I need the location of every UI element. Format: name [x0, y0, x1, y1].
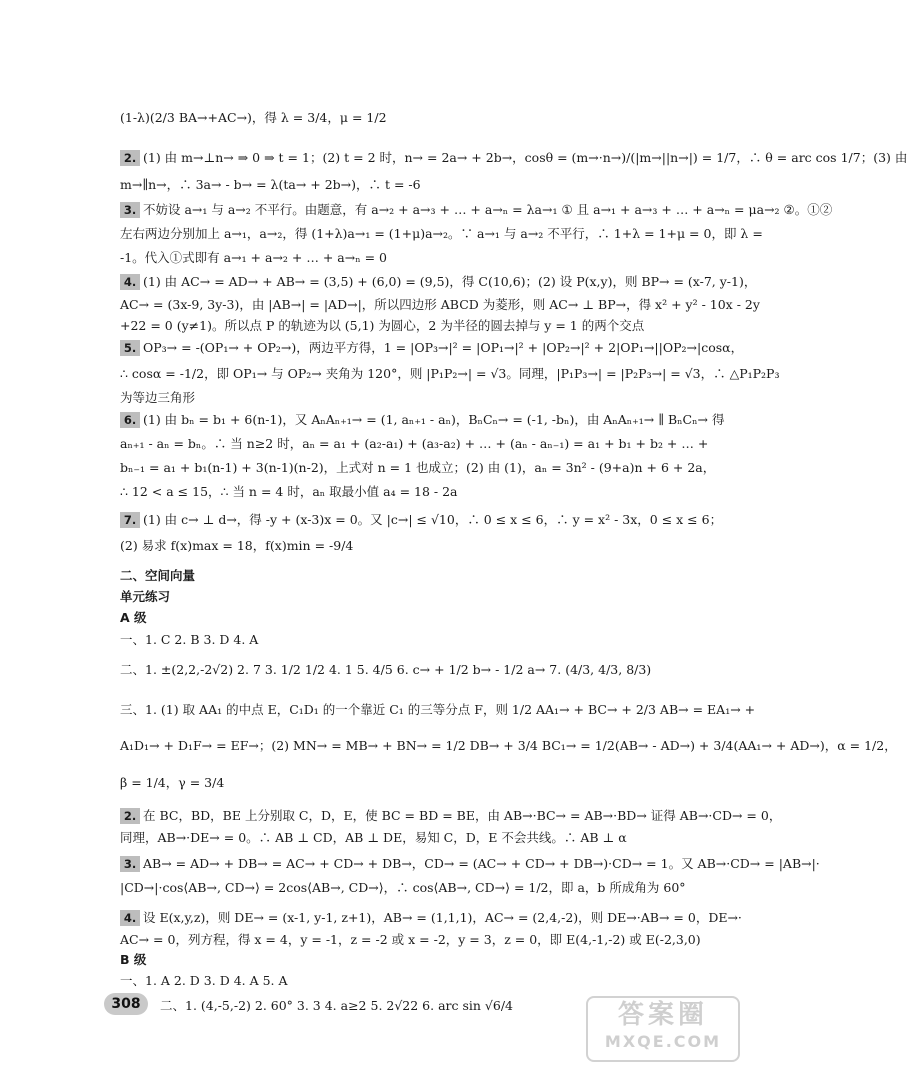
unit-title: 单元练习 — [120, 589, 171, 604]
item-number: 3. — [120, 856, 140, 872]
answer-line: +22 = 0 (y≠1)。所以点 P 的轨迹为以 (5,1) 为圆心，2 为半径的圆去掉与 y = 1 的两个交点 — [120, 318, 645, 333]
level-b-title: B 级 — [120, 952, 147, 967]
answer-line: 一、1. C 2. B 3. D 4. A — [120, 632, 259, 647]
section-title: 二、空间向量 — [120, 568, 196, 583]
item-number: 4. — [120, 274, 140, 290]
answer-line: -1。代入①式即有 a→₁ + a→₂ + … + a→ₙ = 0 — [120, 250, 387, 265]
answer-line: β = 1/4，γ = 3/4 — [120, 775, 225, 790]
answer-line: ∴ 12 < a ≤ 15，∴ 当 n = 4 时，aₙ 取最小值 a₄ = 18 - 2a — [120, 484, 458, 499]
answer-line: 5. OP₃→ = -(OP₁→ + OP₂→)，两边平方得，1 = |OP₃→|² = |OP₁→|² + |OP₂→|² + 2|OP₁→||OP₂→|cosα， — [120, 340, 710, 356]
answer-line: aₙ₊₁ - aₙ = bₙ。∴ 当 n≥2 时，aₙ = a₁ + (a₂-a₁) + (a₃-a₂) + … + (aₙ - aₙ₋₁) = a₁ + b₁ + b₂ + … + — [120, 436, 709, 451]
answer-line: 同理，AB→·DE→ = 0。∴ AB ⊥ CD，AB ⊥ DE，易知 C，D，E 不会共线。∴ AB ⊥ α — [120, 830, 627, 845]
answer-line: 二、1. (4,-5,-2) 2. 60° 3. 3 4. a≥2 5. 2√22 6. arc sin √6/4 — [160, 998, 514, 1013]
answer-line: 4. (1) 由 AC→ = AD→ + AB→ = (3,5) + (6,0) = (9,5)，得 C(10,6)；(2) 设 P(x,y)，则 BP→ = (x-7, y-1)， — [120, 274, 710, 290]
level-a-title: A 级 — [120, 610, 147, 625]
item-number: 3. — [120, 202, 140, 218]
item-number: 7. — [120, 512, 140, 528]
page-number: 308 — [104, 993, 148, 1015]
answer-line: 4. 设 E(x,y,z)，则 DE→ = (x-1, y-1, z+1)，AB→ = (1,1,1)，AC→ = (2,4,-2)，则 DE→·AB→ = 0，DE→· — [120, 910, 710, 926]
answer-line: 一、1. A 2. D 3. D 4. A 5. A — [120, 973, 288, 988]
answer-line: 二、1. ±(2,2,-2√2) 2. 7 3. 1/2 1/2 4. 1 5. 4/5 6. c→ + 1/2 b→ - 1/2 a→ 7. (4/3, 4/3, 8/3) — [120, 662, 652, 677]
answer-line: 左右两边分别加上 a→₁，a→₂，得 (1+λ)a→₁ = (1+μ)a→₂。∵ a→₁ 与 a→₂ 不平行，∴ 1+λ = 1+μ = 0，即 λ = — [120, 226, 763, 241]
answer-line: |CD→|·cos⟨AB→, CD→⟩ = 2cos⟨AB→, CD→⟩，∴ cos⟨AB→, CD→⟩ = 1/2，即 a，b 所成角为 60° — [120, 880, 686, 895]
answer-line: A₁D₁→ + D₁F→ = EF→；(2) MN→ = MB→ + BN→ = 1/2 DB→ + 3/4 BC₁→ = 1/2(AB→ - AD→) + 3/4(AA₁→ + AD→)，α = 1/2， — [120, 738, 897, 753]
answer-line: AC→ = 0，列方程，得 x = 4，y = -1，z = -2 或 x = -2，y = 3，z = 0，即 E(4,-1,-2) 或 E(-2,3,0) — [120, 932, 701, 947]
answer-line: (1-λ)(2/3 BA→+AC→)，得 λ = 3/4，μ = 1/2 — [120, 110, 387, 125]
answer-line: 3. 不妨设 a→₁ 与 a→₂ 不平行。由题意，有 a→₂ + a→₃ + … + a→ₙ = λa→₁ ① 且 a→₁ + a→₃ + … + a→ₙ = μa→₂ ②。①② — [120, 202, 710, 218]
watermark-url: MXQE.COM — [604, 1032, 722, 1051]
item-number: 2. — [120, 150, 140, 166]
watermark-text: 答案圈 — [617, 1000, 708, 1030]
answer-line: 2. 在 BC，BD，BE 上分别取 C，D，E，使 BC = BD = BE，由 AB→·BC→ = AB→·BD→ 证得 AB→·CD→ = 0， — [120, 808, 710, 824]
answer-line: 3. AB→ = AD→ + DB→ = AC→ + CD→ + DB→，CD→ = (AC→ + CD→ + DB→)·CD→ = 1。又 AB→·CD→ = |AB→|· — [120, 856, 710, 872]
answer-line: (2) 易求 f(x)max = 18，f(x)min = -9/4 — [120, 538, 354, 553]
answer-line: m→∥n→，∴ 3a→ - b→ = λ(ta→ + 2b→)，∴ t = -6 — [120, 177, 421, 192]
watermark-logo — [586, 996, 740, 1062]
answer-line: 三、1. (1) 取 AA₁ 的中点 E，C₁D₁ 的一个靠近 C₁ 的三等分点 F，则 1/2 AA₁→ + BC→ + 2/3 AB→ = EA₁→ + — [120, 702, 756, 717]
item-number: 2. — [120, 808, 140, 824]
answer-line: 为等边三角形 — [120, 390, 196, 405]
answer-line: AC→ = (3x-9, 3y-3)，由 |AB→| = |AD→|，所以四边形 ABCD 为菱形，则 AC→ ⊥ BP→，得 x² + y² - 10x - 2y — [120, 297, 760, 312]
answer-line: 6. (1) 由 bₙ = b₁ + 6(n-1)，又 AₙAₙ₊₁→ = (1, aₙ₊₁ - aₙ)，BₙCₙ→ = (-1, -bₙ)，由 AₙAₙ₊₁→ ∥ BₙCₙ→ 得 — [120, 412, 710, 428]
answer-line: 2. (1) 由 m→⊥n→ ⇒ 0 ⇒ t = 1；(2) t = 2 时，n→ = 2a→ + 2b→，cosθ = (m→·n→)/(|m→||n→|) = 1/7，∴ θ = arc cos 1/7；(3) 由 — [120, 150, 710, 166]
item-number: 5. — [120, 340, 140, 356]
answer-line: 7. (1) 由 c→ ⊥ d→，得 -y + (x-3)x = 0。又 |c→| ≤ √10，∴ 0 ≤ x ≤ 6，∴ y = x² - 3x，0 ≤ x ≤ 6； — [120, 512, 710, 528]
item-number: 6. — [120, 412, 140, 428]
answer-line: ∴ cosα = -1/2，即 OP₁→ 与 OP₂→ 夹角为 120°，则 |P₁P₂→| = √3。同理，|P₁P₃→| = |P₂P₃→| = √3，∴ △P₁P₂P₃ — [120, 366, 780, 381]
answer-line: bₙ₋₁ = a₁ + b₁(n-1) + 3(n-1)(n-2)，上式对 n = 1 也成立；(2) 由 (1)，aₙ = 3n² - (9+a)n + 6 + 2a， — [120, 460, 716, 475]
item-number: 4. — [120, 910, 140, 926]
